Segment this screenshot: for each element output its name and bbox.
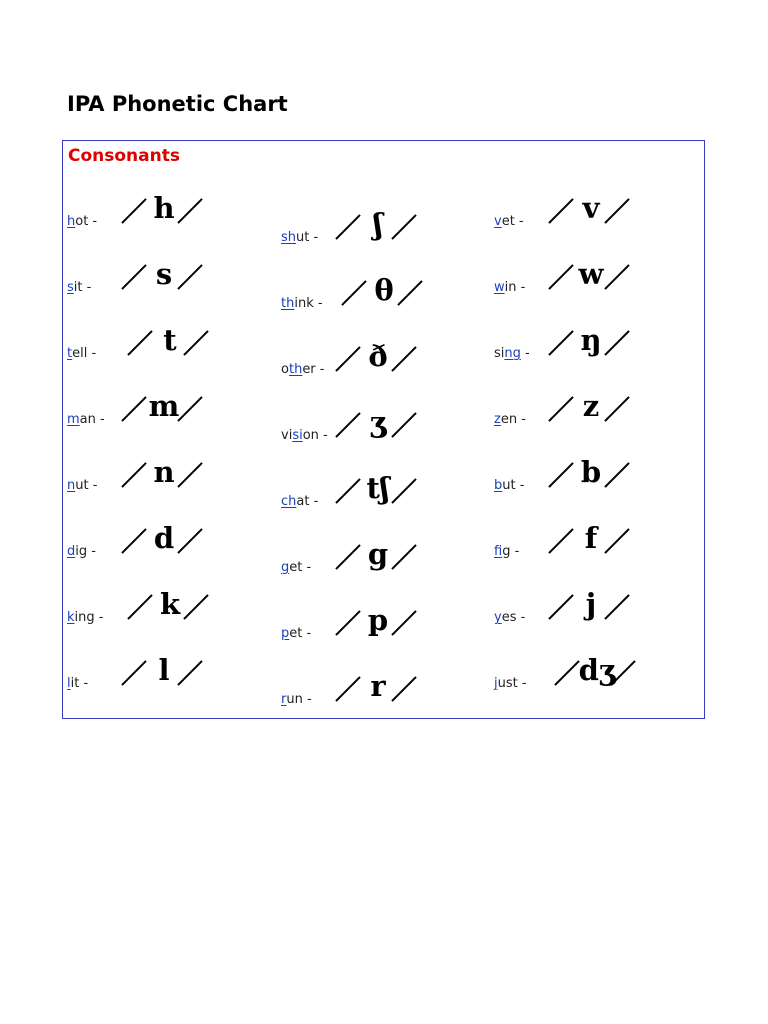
ipa-symbol-group [333,471,423,511]
ipa-symbol-group [119,257,209,297]
phonetic-entry [67,587,267,627]
ipa-symbol-group [119,653,209,693]
word-suffix: ut - [296,230,319,245]
phonetic-entry [67,521,267,561]
example-word [494,544,519,559]
ipa-symbol: t [163,323,177,357]
highlighted-letters: r [281,692,287,707]
phonetic-entry [281,339,481,379]
ipa-symbol-group [333,669,423,709]
ipa-symbol-group [125,587,215,627]
ipa-symbol-group [333,603,423,643]
ipa-symbol: n [153,455,175,489]
ipa-symbol: θ [374,273,394,307]
highlighted-letters: f [494,544,503,559]
ipa-symbol-group [333,405,423,445]
highlighted-letters: p [281,626,290,641]
highlighted-letters: sh [281,230,297,245]
example-word [281,494,318,509]
ipa-symbol: h [153,191,175,225]
ipa-symbol: ŋ [580,323,602,357]
phonetic-entry [281,669,481,709]
word-suffix: ut - [502,478,525,493]
example-word [67,412,105,427]
word-suffix: - [520,346,530,361]
phonetic-entry [494,587,694,627]
highlighted-letters: v [494,214,502,229]
ipa-symbol-group [546,191,636,231]
highlighted-letters: s [67,280,74,295]
ipa-symbol-group [546,257,636,297]
section-title: Consonants [68,146,180,166]
ipa-symbol: ð [368,339,388,373]
ipa-symbol-group [339,273,429,313]
example-word [494,478,524,493]
word-suffix: an - [79,412,105,427]
example-word [281,626,311,641]
example-word [494,412,526,427]
word-suffix: it - [70,676,89,691]
example-word [494,214,524,229]
consonants-chart [62,140,705,719]
example-word [494,346,530,361]
word-suffix: un - [286,692,312,707]
phonetic-entry [494,653,694,693]
word-suffix: er - [302,362,325,377]
highlighted-letters: g [281,560,290,575]
highlighted-letters: ng [504,346,521,361]
ipa-symbol: p [367,603,389,637]
phonetic-entry [281,207,481,247]
highlighted-letters: n [67,478,76,493]
word-suffix: en - [500,412,526,427]
highlighted-letters: l [67,676,71,691]
ipa-symbol-group [333,339,423,379]
word-suffix: ut - [75,478,98,493]
highlighted-letters: t [67,346,73,361]
word-suffix: ig - [502,544,520,559]
highlighted-letters: w [494,280,505,295]
phonetic-entry [494,455,694,495]
ipa-symbol: f [584,521,598,555]
phonetic-entry [67,653,267,693]
highlighted-letters: k [67,610,75,625]
example-word [281,692,312,707]
word-prefix: vi [281,428,293,443]
highlighted-letters: z [494,412,501,427]
phonetic-entry [281,603,481,643]
ipa-symbol-group [119,455,209,495]
highlighted-letters: d [67,544,76,559]
ipa-symbol-group [119,521,209,561]
example-word [281,230,318,245]
word-prefix: si [494,346,505,361]
example-word [494,280,525,295]
word-suffix: et - [289,560,312,575]
ipa-symbol-group [546,323,636,363]
word-prefix: o [281,362,289,377]
ipa-symbol: w [578,257,604,291]
ipa-symbol: b [580,455,602,489]
word-suffix: ot - [75,214,98,229]
word-suffix: at - [296,494,319,509]
word-suffix: ust - [497,676,527,691]
example-word [67,478,97,493]
example-word [281,296,323,311]
word-suffix: et - [289,626,312,641]
example-word [494,610,525,625]
ipa-symbol-group [119,191,209,231]
phonetic-entry [494,257,694,297]
highlighted-letters: j [494,676,498,691]
ipa-symbol-group [119,389,209,429]
highlighted-letters: ch [281,494,297,509]
phonetic-entry [67,323,267,363]
phonetic-entry [281,405,481,445]
phonetic-entry [67,191,267,231]
word-suffix: it - [73,280,92,295]
word-suffix: et - [501,214,524,229]
ipa-symbol: dʒ [578,653,616,687]
ipa-symbol-group [546,587,636,627]
ipa-symbol: g [367,537,389,571]
phonetic-entry [494,191,694,231]
highlighted-letters: th [288,362,303,377]
word-suffix: es - [501,610,526,625]
ipa-symbol: d [153,521,175,555]
ipa-symbol: tʃ [366,471,390,505]
example-word [281,362,324,377]
ipa-symbol: l [158,653,170,687]
ipa-symbol-group [552,653,642,693]
phonetic-entry [281,273,481,313]
example-word [281,428,328,443]
ipa-symbol: m [148,389,180,423]
example-word [67,346,96,361]
ipa-symbol: s [155,257,173,291]
ipa-symbol: ʒ [369,405,387,439]
highlighted-letters: si [292,428,303,443]
highlighted-letters: b [494,478,503,493]
phonetic-entry [494,389,694,429]
word-suffix: ink - [294,296,323,311]
ipa-symbol: k [159,587,181,621]
example-word [281,560,311,575]
word-suffix: ing - [74,610,104,625]
ipa-symbol-group [125,323,215,363]
example-word [67,544,96,559]
example-word [67,280,91,295]
phonetic-entry [67,257,267,297]
page-title: IPA Phonetic Chart [67,92,288,116]
example-word [67,214,97,229]
ipa-symbol-group [546,389,636,429]
ipa-symbol-group [546,521,636,561]
highlighted-letters: m [67,412,80,427]
phonetic-entry [281,537,481,577]
phonetic-entry [494,323,694,363]
word-suffix: on - [302,428,328,443]
phonetic-entry [67,389,267,429]
ipa-symbol: z [582,389,600,423]
phonetic-entry [494,521,694,561]
highlighted-letters: h [67,214,76,229]
highlighted-letters: th [281,296,295,311]
example-word [494,676,527,691]
word-suffix: ell - [72,346,97,361]
example-word [67,676,88,691]
ipa-symbol: r [370,669,386,703]
example-word [67,610,103,625]
ipa-symbol: ʃ [373,207,383,241]
phonetic-entry [281,471,481,511]
ipa-symbol: v [582,191,600,225]
word-suffix: in - [504,280,526,295]
highlighted-letters: y [494,610,502,625]
ipa-symbol-group [333,207,423,247]
ipa-symbol-group [333,537,423,577]
phonetic-entry [67,455,267,495]
ipa-symbol: j [585,587,597,621]
ipa-symbol-group [546,455,636,495]
word-suffix: ig - [75,544,96,559]
